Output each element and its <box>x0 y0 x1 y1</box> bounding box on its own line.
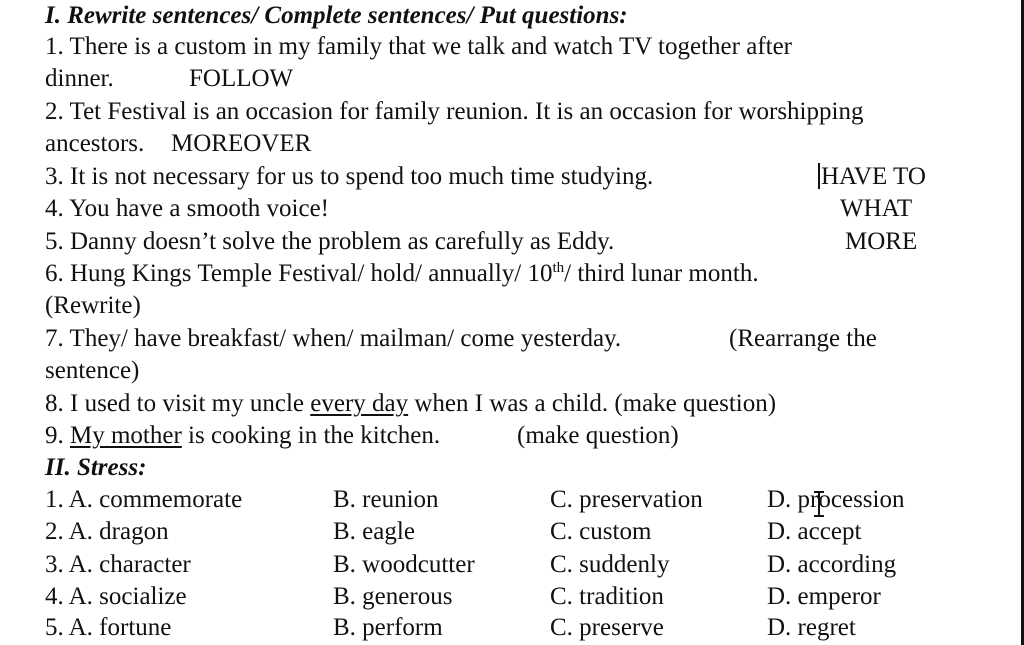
item-4-text: 4. You have a smooth voice! <box>45 195 329 222</box>
item-3-text: 3. It is not necessary for us to spend too much time studying. <box>45 163 654 190</box>
section-2-heading: II. Stress: <box>45 454 147 481</box>
stress-option-c: C. preserve <box>550 614 664 641</box>
ibeam-cursor-icon <box>812 490 826 518</box>
item-6-line-1: 6. Hung Kings Temple Festival/ hold/ annually/ 10th/ third lunar month. <box>45 260 759 287</box>
item-4-keyword: WHAT <box>840 195 913 222</box>
item-1-line-1: 1. There is a custom in my family that we talk and watch TV together after <box>45 33 793 60</box>
stress-option-a: 5. A. fortune <box>45 614 172 641</box>
item-7-line-1: 7. They/ have breakfast/ when/ mailman/ come yesterday. <box>45 325 622 352</box>
stress-option-d: D. accept <box>767 518 862 545</box>
item-2-line-1: 2. Tet Festival is an occasion for family reunion. It is an occasion for worshipping <box>45 98 864 125</box>
stress-option-d: D. according <box>767 551 897 578</box>
item-9-text: 9. My mother is cooking in the kitchen. <box>45 422 441 449</box>
stress-option-c: C. custom <box>550 518 652 545</box>
item-2-line-2: ancestors. <box>45 130 145 157</box>
stress-option-b: B. woodcutter <box>333 551 475 578</box>
stress-option-c: C. preservation <box>550 486 703 513</box>
stress-option-a: 4. A. socialize <box>45 583 187 610</box>
stress-option-a: 1. A. commemorate <box>45 486 243 513</box>
item-5-text: 5. Danny doesn’t solve the problem as carefully as Eddy. <box>45 228 615 255</box>
stress-option-c: C. tradition <box>550 583 664 610</box>
stress-option-a: 2. A. dragon <box>45 518 169 545</box>
stress-option-a: 3. A. character <box>45 551 191 578</box>
item-1-keyword: FOLLOW <box>189 65 294 92</box>
item-2-keyword: MOREOVER <box>171 130 312 157</box>
stress-option-b: B. eagle <box>333 518 415 545</box>
item-3-keyword: HAVE TO <box>818 161 926 193</box>
stress-option-c: C. suddenly <box>550 551 670 578</box>
item-6-line-2: (Rewrite) <box>45 292 141 319</box>
stress-option-b: B. reunion <box>333 486 439 513</box>
item-7-line-2: sentence) <box>45 357 140 384</box>
stress-option-b: B. generous <box>333 583 453 610</box>
item-5-keyword: MORE <box>845 228 918 255</box>
item-8-text: 8. I used to visit my uncle every day when I was a child. (make question) <box>45 390 777 417</box>
stress-option-b: B. perform <box>333 614 443 641</box>
item-9-instruction: (make question) <box>517 422 679 449</box>
stress-option-d: D. procession <box>767 486 905 513</box>
item-7-instruction: (Rearrange the <box>729 325 877 352</box>
stress-option-d: D. emperor <box>767 583 881 610</box>
section-1-heading: I. Rewrite sentences/ Complete sentences/ Put questions: <box>45 2 628 29</box>
item-1-line-2: dinner. <box>45 65 114 92</box>
stress-option-d: D. regret <box>767 614 856 641</box>
text-cursor-caret <box>818 163 820 189</box>
